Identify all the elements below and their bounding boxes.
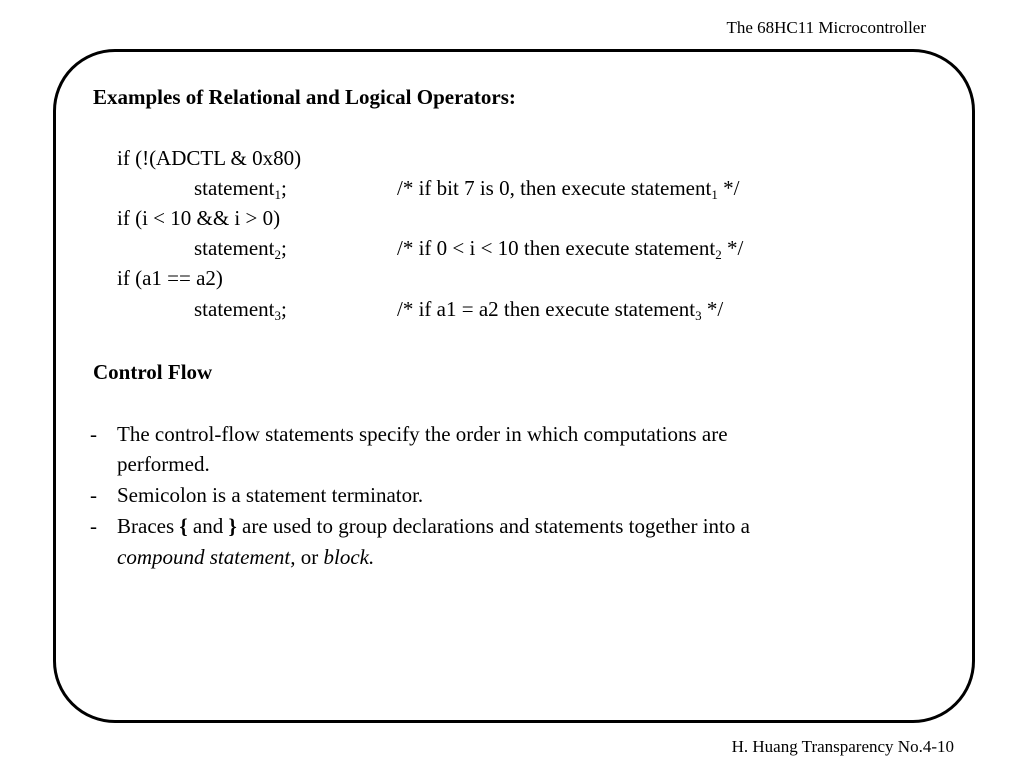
bullet-dash: - xyxy=(90,483,97,507)
block-term: block. xyxy=(323,545,375,569)
comment-text: /* if a1 = a2 then execute statement xyxy=(397,297,696,321)
comment-subscript: 2 xyxy=(715,247,722,262)
bullet-text-line: Semicolon is a statement terminator. xyxy=(117,483,424,507)
comment-end: */ xyxy=(701,297,724,321)
code-line-statement-3 xyxy=(194,294,287,324)
code-line-statement-2 xyxy=(194,233,287,263)
code-line-if-3: if (a1 == a2) xyxy=(117,266,223,290)
bullet-text-line xyxy=(117,511,750,541)
open-brace: { xyxy=(179,514,188,538)
and-text: and xyxy=(187,514,229,538)
page-footer: H. Huang Transparency No.4-10 xyxy=(731,737,954,756)
comment-text: /* if bit 7 is 0, then execute statement xyxy=(397,176,712,200)
compound-statement-term: compound statement, xyxy=(117,545,296,569)
comment-subscript: 3 xyxy=(695,308,702,323)
statement-semicolon: ; xyxy=(280,297,287,321)
comment-subscript: 1 xyxy=(711,187,718,202)
bullet-text-line: The control-flow statements specify the order in which computations are xyxy=(117,422,728,446)
statement-subscript: 2 xyxy=(274,247,281,262)
code-comment-2 xyxy=(397,233,743,263)
code-line-if-2: if (i < 10 && i > 0) xyxy=(117,206,281,230)
comment-end: */ xyxy=(721,236,744,260)
bullet-text-line: performed. xyxy=(117,452,210,476)
statement-name: statement xyxy=(194,236,275,260)
statement-name: statement xyxy=(194,176,275,200)
page-header-title: The 68HC11 Microcontroller xyxy=(726,18,926,37)
code-comment-1 xyxy=(397,173,739,203)
code-comment-3 xyxy=(397,294,723,324)
close-brace: } xyxy=(228,514,237,538)
bullet-text-line xyxy=(117,542,374,572)
braces-lead-text: Braces xyxy=(117,514,180,538)
statement-semicolon: ; xyxy=(280,236,287,260)
statement-semicolon: ; xyxy=(280,176,287,200)
code-line-if-1: if (!(ADCTL & 0x80) xyxy=(117,146,302,170)
comment-end: */ xyxy=(717,176,740,200)
statement-subscript: 1 xyxy=(274,187,281,202)
bullet-dash: - xyxy=(90,514,97,538)
section-heading-operators: Examples of Relational and Logical Operators: xyxy=(93,85,516,109)
comment-text: /* if 0 < i < 10 then execute statement xyxy=(397,236,716,260)
bullet-dash: - xyxy=(90,422,97,446)
braces-trail-text: are used to group declarations and statements together into a xyxy=(236,514,750,538)
section-heading-control-flow: Control Flow xyxy=(93,360,213,384)
statement-subscript: 3 xyxy=(274,308,281,323)
statement-name: statement xyxy=(194,297,275,321)
code-line-statement-1 xyxy=(194,173,287,203)
or-text: or xyxy=(295,545,324,569)
